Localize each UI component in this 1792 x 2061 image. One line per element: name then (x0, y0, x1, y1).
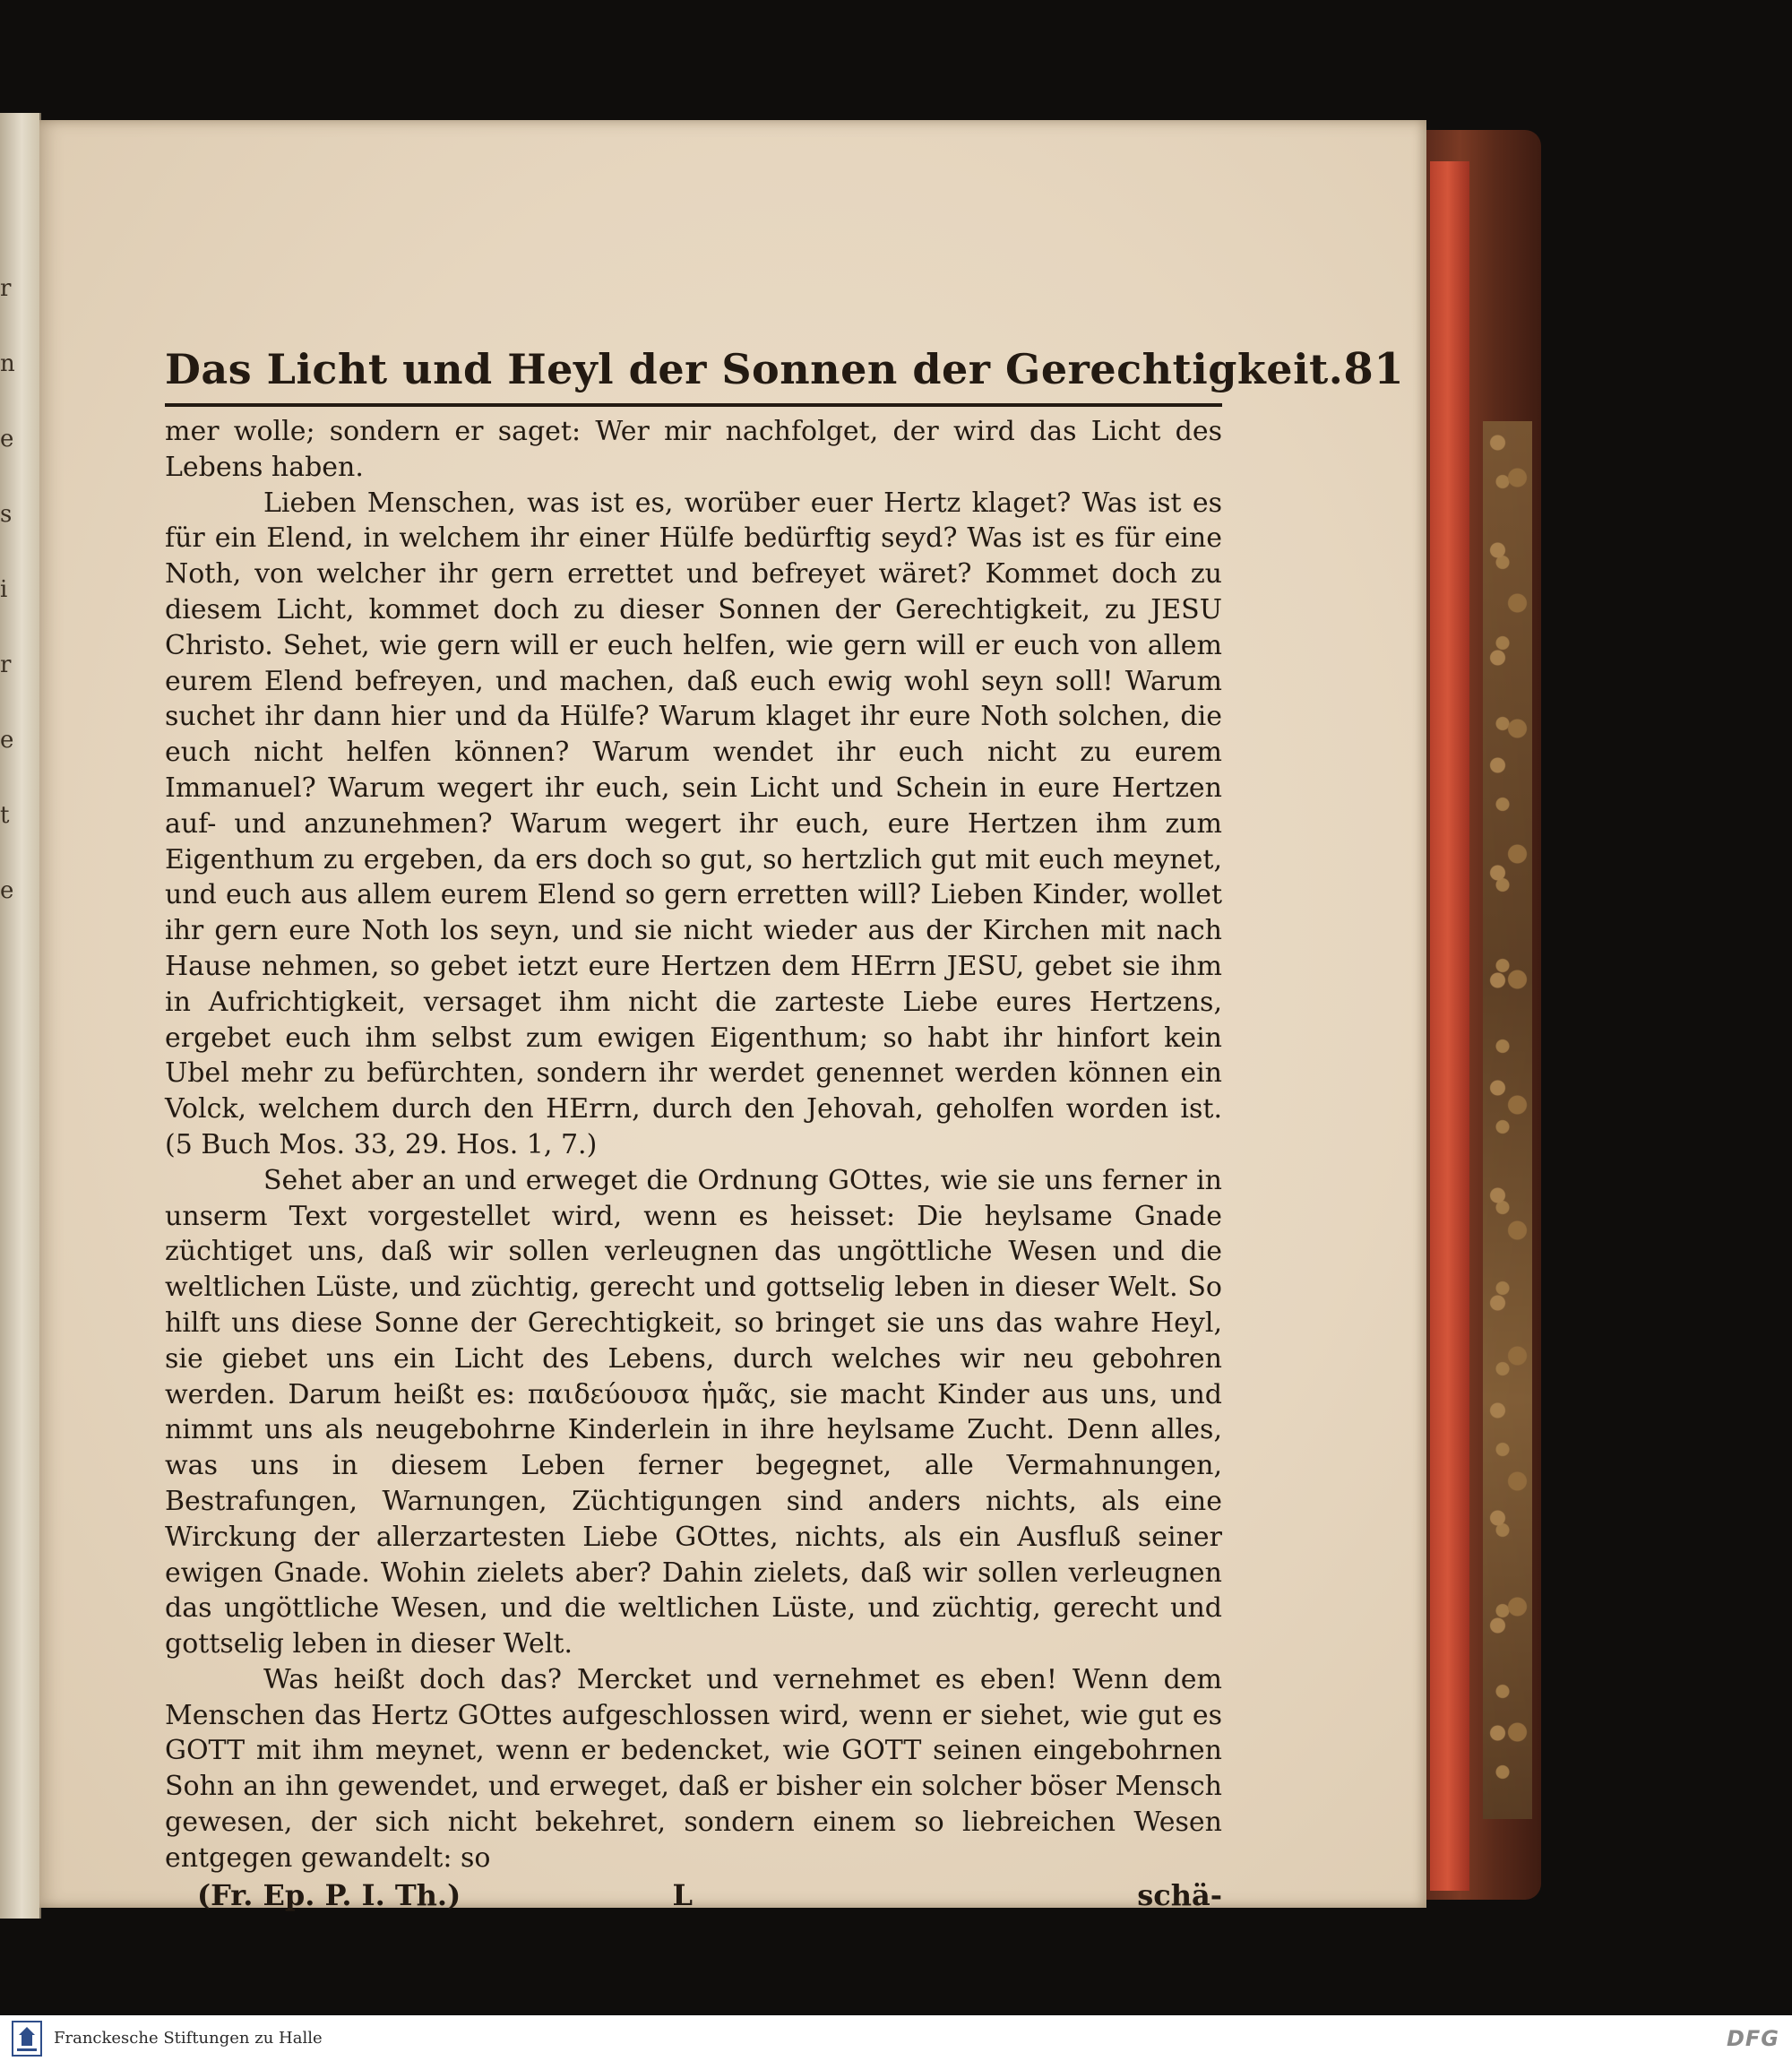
facing-page-letter: r (0, 651, 12, 678)
facing-page-letter: s (0, 501, 13, 528)
dfg-logo: DFG (1726, 2025, 1779, 2051)
red-page-edge (1430, 161, 1469, 1891)
paragraph: Lieben Menschen, was ist es, worüber euer Hertz klaget? Was ist es für ein Elend, in welchem ihr einer Hülfe bedürftig seyd? Was ist es für eine Noth, von welcher ihr gern errettet und befreyet wäret? Kommet doch zu diesem Licht, kommet doch zu dieser Sonnen der Gerechtigkeit, zu JESU Christo. Sehet, wie gern will er euch helfen, wie gern will er euch von allem eurem Elend befreyen, und machen, daß euch ewig wohl seyn soll! Warum suchet ihr dann hier und da Hülfe? Warum klaget ihr eure Noth solchen, die euch nicht helfen können? Warum wendet ihr euch nicht zu eurem Immanuel? Warum wegert ihr euch, sein Licht und Schein in eure Hertzen auf- und anzunehmen? Warum wegert ihr euch, eure Hertzen ihm zum Eigenthum zu ergeben, da ers doch so gut, so hertzlich gut mit euch meynet, und euch aus allem eurem Elend so gern erretten will? Lieben Kinder, wollet ihr gern eure Noth los seyn, und sie nicht wieder aus der Kirchen mit nach Hause nehmen, so gebet ietzt eure Hertzen dem HErrn JESU, gebet sie ihm in Aufrichtigkeit, versaget ihm nicht die zarteste Liebe eures Hertzens, ergebet euch ihm selbst zum ewigen Eigenthum; so habt ihr hinfort kein Ubel mehr zu befürchten, sondern ihr werdet genennet werden können ein Volck, welchem durch den HErrn, durch den Jehovah, geholfen worden ist. (5 Buch Mos. 33, 29. Hos. 1, 7.) (165, 487, 1222, 1160)
paragraph: Sehet aber an und erweget die Ordnung GOttes, wie sie uns ferner in unserm Text vorgestellet wird, wenn es heisset: Die heylsame Gnade züchtiget uns, daß wir sollen verleugnen das ungöttliche Wesen und die weltlichen Lüste, und züchtig, gerecht und gottselig leben in dieser Welt. So hilft uns diese Sonne der Gerechtigkeit, so bringet sie uns das wahre Heyl, sie giebet uns ein Licht des Lebens, durch welches wir neu gebohren werden. Darum heißt es: παιδεύουσα ἡμᾶς, sie macht Kinder aus uns, und nimmt uns als neugebohrne Kinderlein in ihre heylsame Zucht. Denn alles, was uns in diesem Leben ferner begegnet, alle Vermahnungen, Bestrafungen, Warnungen, Züchtigungen sind anders nichts, als eine Wirckung der allerzartesten Liebe GOttes, nichts, als ein Ausfluß seiner ewigen Gnade. Wohin zielets aber? Dahin zielets, daß wir sollen verleugnen das ungöttliche Wesen, und die weltlichen Lüste, und züchtig, gerecht und gottselig leben in dieser Welt. (165, 1164, 1222, 1660)
facing-page-letters (0, 251, 13, 928)
institution-label[interactable]: Franckesche Stiftungen zu Halle (54, 2029, 323, 2048)
institution-bar (0, 2015, 1792, 2061)
page-footer (165, 1878, 1222, 1912)
facing-page-letter: e (0, 426, 14, 453)
facing-page-letter: i (0, 576, 8, 603)
facing-page-letter: n (0, 350, 15, 377)
book-page (39, 120, 1426, 1912)
facing-page-letter: t (0, 802, 10, 829)
header-rule (165, 403, 1222, 407)
facing-page-letter: r (0, 275, 12, 302)
marbled-cover (1483, 421, 1532, 1819)
running-header (165, 344, 1405, 398)
paragraph: Was heißt doch das? Mercket und vernehmet es eben! Wenn dem Menschen das Hertz GOttes aufgeschlossen wird, wenn er siehet, wie gut es GOTT mit ihm meynet, wenn er bedencket, wie GOTT seinen eingebohrnen Sohn an ihn gewendet, und erweget, daß er bisher ein solcher böser Mensch gewesen, der sich nicht bekehret, sondern einem so liebreichen Wesen entgegen gewandelt: so (165, 1663, 1222, 1874)
paragraph: mer wolle; sondern er saget: Wer mir nachfolget, der wird das Licht des Lebens haben. (165, 416, 1222, 483)
facing-page-letter: e (0, 727, 14, 754)
catchword: schä- (1137, 1877, 1222, 1912)
francke-foundation-logo-icon[interactable] (5, 2019, 48, 2058)
body-text (165, 414, 1222, 1876)
footer-reference: (Fr. Ep. P. I. Th.) (197, 1877, 461, 1912)
text-block (165, 344, 1405, 1912)
signature-mark: L (672, 1877, 693, 1912)
facing-page-letter: e (0, 877, 14, 904)
running-head-title: Das Licht und Heyl der Sonnen der Gerechtigkeit. (165, 345, 1344, 393)
page-number: 81 (1343, 344, 1405, 394)
